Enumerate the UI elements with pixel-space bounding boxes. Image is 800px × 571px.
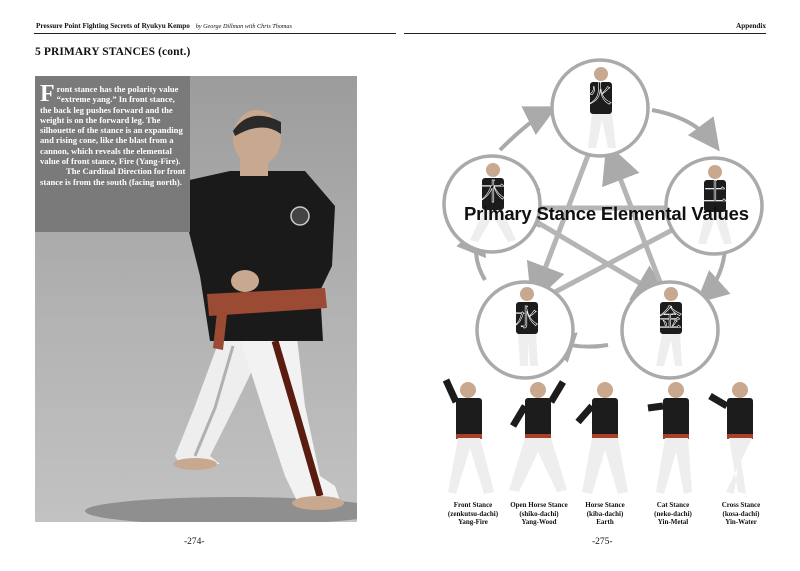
caption-cat-stance: Cat Stance (neko-dachi) Yin-Metal	[654, 501, 692, 527]
kanji-water: 水	[514, 304, 538, 332]
caption-front-stance: Front Stance (zenkutsu-dachi) Yang-Fire	[447, 501, 499, 527]
book-title: Pressure Point Fighting Secrets of Ryukyu Kempo	[36, 22, 190, 30]
kanji-wood: 木	[481, 178, 505, 206]
kanji-fire: 火	[588, 80, 612, 108]
byline: by George Dillman with Chris Thomas	[195, 23, 292, 30]
figure-horse-stance	[572, 372, 638, 500]
page-number-left: -274-	[184, 537, 205, 547]
caption-open-horse-stance: Open Horse Stance (shiko-dachi) Yang-Wood	[510, 501, 568, 527]
paragraph-1	[40, 81, 186, 167]
drop-cap: F	[40, 81, 55, 107]
kanji-earth: 土	[703, 178, 727, 206]
figure-front-stance	[440, 372, 506, 500]
figure-open-horse-stance	[505, 372, 571, 500]
paragraph-1-text: ront stance has the polarity value “extreme yang.” In front stance, the back leg pushes forward and the weight is on the forward leg. The silhouette of the stance is an expanding and rising cone, like the blast from a cannon, which reveals the elemental value of front stance, Fire (Yang-Fire).	[40, 84, 183, 167]
section-header: Appendix	[736, 22, 766, 30]
figure-cat-stance	[640, 372, 706, 500]
caption-cross-stance: Cross Stance (kosa-dachi) Yin-Water	[721, 501, 761, 527]
caption-horse-stance: Horse Stance (kiba-dachi) Earth	[585, 501, 625, 527]
section-title: 5 PRIMARY STANCES (cont.)	[35, 46, 191, 58]
paragraph-2	[40, 166, 186, 187]
kanji-metal: 金	[658, 304, 682, 332]
running-header	[36, 22, 292, 30]
paragraph-2-text: The Cardinal Direction for front stance is from the south (facing north).	[40, 166, 186, 187]
header-rule-right	[404, 33, 766, 34]
figure-cross-stance	[704, 372, 770, 500]
header-rule-left	[34, 33, 396, 34]
page-number-right: -275-	[592, 537, 613, 547]
diagram-title: Primary Stance Elemental Values	[464, 203, 749, 224]
description-textbox	[35, 76, 190, 232]
